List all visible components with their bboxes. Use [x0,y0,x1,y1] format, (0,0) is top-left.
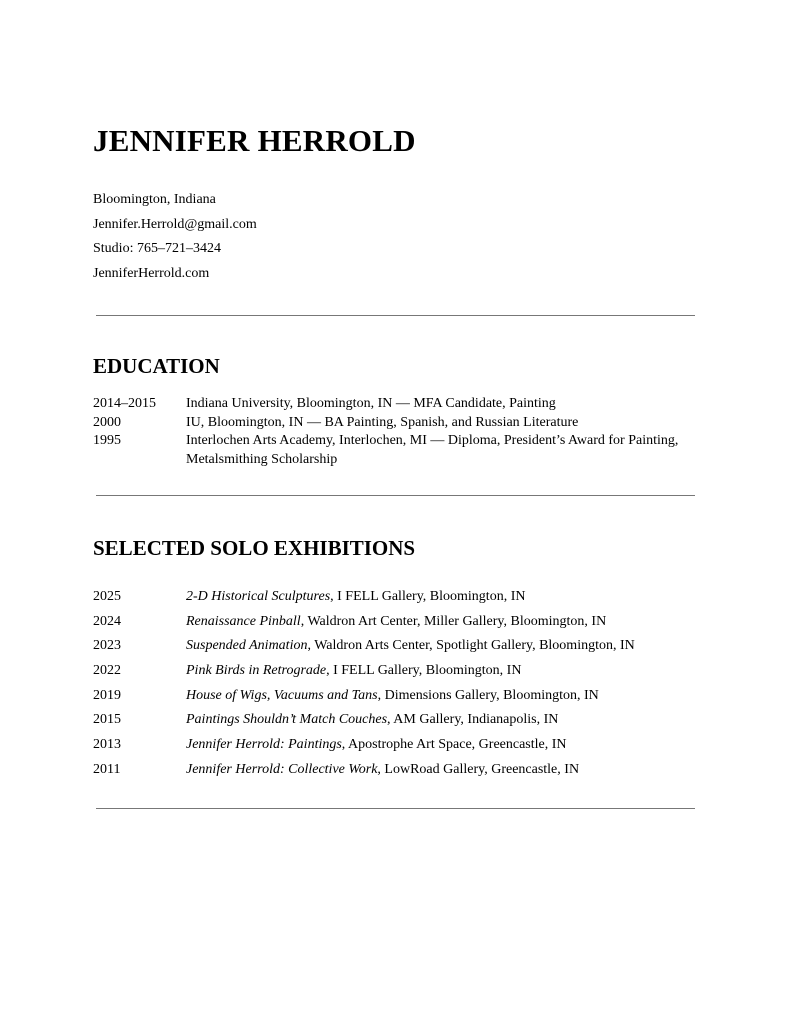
exhibition-year: 2015 [93,712,121,728]
exhibition-description [186,634,693,659]
education-row [93,395,693,414]
exhibition-venue: , AM Gallery, Indianapolis, IN [387,712,559,728]
exhibition-year: 2025 [93,589,121,604]
exhibition-description [186,708,693,733]
exhibition-title: Paintings Shouldn’t Match Couches [186,712,388,728]
exhibition-venue: , Apostrophe Art Space, Greencastle, IN [341,737,567,753]
exhibition-venue: , Waldron Arts Center, Spotlight Gallery, Bloomington, IN [307,638,635,654]
contact-studio-phone: Studio: 765–721–3424 [93,241,221,256]
exhibition-year: 2019 [93,687,121,703]
exhibition-row [93,758,693,783]
exhibition-title: Suspended Animation [186,638,308,654]
exhibition-row [93,610,693,635]
exhibition-description [186,610,693,635]
contact-website[interactable]: JenniferHerrold.com [93,265,210,281]
exhibition-venue: , I FELL Gallery, Bloomington, IN [330,589,526,604]
exhibition-description [186,758,693,783]
education-description: Indiana University, Bloomington, IN — MFA Candidate, Painting [186,396,556,411]
education-description: Interlochen Arts Academy, Interlochen, MI — Diploma, President’s Award for Painting, Metalsmithing Scholarship [186,433,679,467]
exhibition-year: 2023 [93,638,121,654]
divider-education [96,495,695,496]
exhibition-row [93,684,693,709]
contact-email[interactable]: Jennifer.Herrold@gmail.com [93,216,257,232]
exhibition-title: Jennifer Herrold: Paintings [186,737,342,753]
exhibition-row [93,634,693,659]
education-year: 2000 [93,414,121,430]
exhibition-description [186,733,693,758]
education-row [93,432,693,469]
exhibitions-list [93,585,693,783]
exhibition-year: 2013 [93,737,121,753]
exhibition-row [93,708,693,733]
education-row [93,414,693,433]
exhibition-description [186,659,693,684]
contact-block [93,188,257,286]
exhibition-year: 2011 [93,761,121,777]
education-year: 1995 [93,433,121,448]
exhibition-title: Jennifer Herrold: Collective Work [186,761,378,777]
exhibition-title: Pink Birds in Retrograde [186,663,327,679]
exhibition-title: House of Wigs, Vacuums and Tans [186,687,378,703]
divider-contact [96,315,695,316]
exhibition-year: 2022 [93,663,121,679]
contact-location: Bloomington, Indiana [93,192,216,207]
exhibition-description [186,684,693,709]
exhibition-title: 2-D Historical Sculptures [186,589,331,604]
resume-name: JENNIFER HERROLD [93,123,416,158]
exhibition-row [93,733,693,758]
exhibition-year: 2024 [93,613,121,629]
education-description: IU, Bloomington, IN — BA Painting, Spanish, and Russian Literature [186,414,579,430]
divider-exhibitions [96,808,695,809]
exhibition-venue: , LowRoad Gallery, Greencastle, IN [377,761,580,777]
exhibition-description [186,585,693,610]
exhibition-venue: , I FELL Gallery, Bloomington, IN [326,663,522,679]
education-list [93,395,693,469]
exhibitions-heading: SELECTED SOLO EXHIBITIONS [93,536,416,560]
exhibition-venue: , Dimensions Gallery, Bloomington, IN [377,687,599,703]
education-year: 2014–2015 [93,396,156,411]
education-heading: EDUCATION [93,354,220,378]
exhibition-row [93,659,693,684]
exhibition-row [93,585,693,610]
exhibition-venue: , Waldron Art Center, Miller Gallery, Bloomington, IN [300,613,607,629]
exhibition-title: Renaissance Pinball [186,613,301,629]
